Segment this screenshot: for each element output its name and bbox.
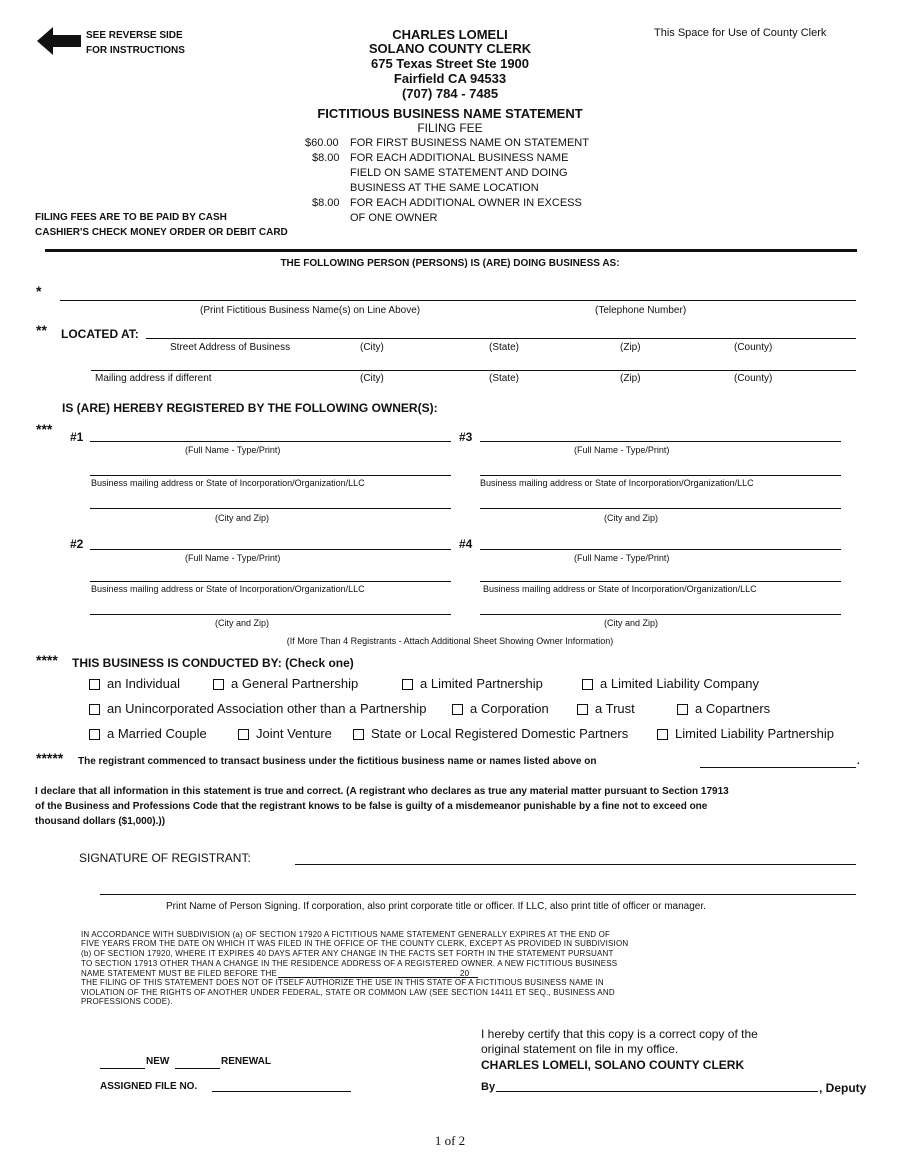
clerk-name: CHARLES LOMELI (392, 27, 508, 42)
payment-note-2: CASHIER'S CHECK MONEY ORDER OR DEBIT CARD (35, 227, 288, 238)
payment-note-1: FILING FEES ARE TO BE PAID BY CASH (35, 212, 227, 223)
owner-1-name-caption: (Full Name - Type/Print) (185, 445, 281, 455)
declaration-line-3: thousand dollars ($1,000).)) (35, 816, 166, 827)
zip-caption: (Zip) (620, 342, 641, 353)
assigned-file-label: ASSIGNED FILE NO. (100, 1081, 198, 1092)
legal-line-1: IN ACCORDANCE WITH SUBDIVISION (a) OF SECTION 17920 A FICTITIOUS NAME STATEMENT GENERALLY EXPIRES AT THE END OF (81, 930, 611, 939)
owner-3-name-caption: (Full Name - Type/Print) (574, 445, 670, 455)
label-domestic-partners: State or Local Registered Domestic Partners (371, 726, 629, 741)
owner-4-address-line[interactable] (480, 581, 841, 582)
owner-4-cityzip-caption: (City and Zip) (604, 618, 659, 628)
reverse-side-arrow-icon (37, 27, 83, 55)
owner-4-name-line[interactable] (480, 549, 841, 550)
owner-1-cityzip-caption: (City and Zip) (215, 513, 270, 523)
county-caption: (County) (734, 342, 773, 353)
checkbox-copartners[interactable] (677, 704, 688, 715)
owner-1-address-line[interactable] (90, 475, 451, 476)
checkbox-general-partnership[interactable] (213, 679, 224, 690)
label-unincorporated: an Unincorporated Association other than a Partnership (107, 701, 427, 716)
fee-amount-1: $60.00 (305, 137, 339, 149)
certify-line-2: original statement on file in my office. (481, 1042, 679, 1056)
deputy-signature-line[interactable] (496, 1091, 818, 1092)
owner-3-number: #3 (459, 430, 473, 444)
see-reverse-text: SEE REVERSE SIDE (86, 30, 183, 41)
owner-3-cityzip-line[interactable] (480, 508, 841, 509)
fee-desc-2a: FOR EACH ADDITIONAL BUSINESS NAME (350, 152, 569, 164)
street-address-line[interactable] (146, 338, 856, 339)
owner-2-name-caption: (Full Name - Type/Print) (185, 553, 281, 563)
mailing-zip-caption: (Zip) (620, 373, 641, 384)
label-corporation: a Corporation (470, 701, 549, 716)
legal-line-3: (b) OF SECTION 17920, WHERE IT EXPIRES 40 DAYS AFTER ANY CHANGE IN THE FACTS SET FORTH IN THE STATEMENT PURSUANT (81, 949, 614, 958)
owner-2-name-line[interactable] (90, 549, 451, 550)
legal-line-7: VIOLATION OF THE RIGHTS OF ANOTHER UNDER FEDERAL, STATE OR COMMON LAW (SEE SECTION 14411 ET SEQ., BUSINESS AND (81, 988, 615, 997)
star-marker-2: ** (36, 322, 47, 338)
county-clerk-space: This Space for Use of County Clerk (654, 27, 827, 39)
new-check-line[interactable] (100, 1068, 145, 1069)
label-trust: a Trust (595, 701, 635, 716)
legal-year-prefix: 20 (460, 969, 470, 978)
new-label: NEW (146, 1056, 170, 1067)
label-copartners: a Copartners (695, 701, 771, 716)
commenced-text: The registrant commenced to transact business under the fictitious business name or names listed above on (78, 756, 597, 767)
owner-4-address-caption: Business mailing address or State of Incorporation/Organization/LLC (483, 584, 757, 594)
label-limited-partnership: a Limited Partnership (420, 676, 543, 691)
more-registrants-note: (If More Than 4 Registrants - Attach Additional Sheet Showing Owner Information) (286, 636, 614, 646)
label-married-couple: a Married Couple (107, 726, 207, 741)
state-caption: (State) (489, 342, 520, 353)
mailing-address-line[interactable] (91, 370, 856, 371)
business-name-caption: (Print Fictitious Business Name(s) on Line Above) (200, 305, 421, 316)
commenced-period: . (857, 756, 860, 767)
star-marker-1: * (36, 283, 42, 299)
label-llp: Limited Liability Partnership (675, 726, 834, 741)
owner-1-name-line[interactable] (90, 441, 451, 442)
checkbox-domestic-partners[interactable] (353, 729, 364, 740)
mailing-state-caption: (State) (489, 373, 520, 384)
declaration-line-1: I declare that all information in this statement is true and correct. (A registrant who declares as true any material matter pursuant to Section 17913 (35, 786, 729, 797)
page-number: 1 of 2 (434, 1133, 466, 1148)
conducted-heading: THIS BUSINESS IS CONDUCTED BY: (Check one) (72, 656, 354, 670)
owner-2-address-line[interactable] (90, 581, 451, 582)
owner-4-cityzip-line[interactable] (480, 614, 841, 615)
star-marker-5: ***** (36, 750, 64, 766)
doing-business-heading: THE FOLLOWING PERSON (PERSONS) IS (ARE) DOING BUSINESS AS: (280, 258, 620, 269)
located-at-label: LOCATED AT: (61, 327, 139, 341)
fee-amount-3: $8.00 (312, 197, 340, 209)
renewal-label: RENEWAL (221, 1056, 271, 1067)
star-marker-4: **** (36, 652, 58, 668)
fee-desc-3a: FOR EACH ADDITIONAL OWNER IN EXCESS (350, 197, 582, 209)
fee-desc-2c: BUSINESS AT THE SAME LOCATION (350, 182, 539, 194)
street-caption: Street Address of Business (170, 342, 291, 353)
checkbox-individual[interactable] (89, 679, 100, 690)
signature-line[interactable] (295, 864, 856, 865)
checkbox-llp[interactable] (657, 729, 668, 740)
print-name-caption: Print Name of Person Signing. If corporation, also print corporate title or officer. If LLC, also print title of officer or manager. (166, 901, 706, 912)
certify-line-1: I hereby certify that this copy is a correct copy of the (481, 1027, 758, 1041)
checkbox-trust[interactable] (577, 704, 588, 715)
certify-clerk: CHARLES LOMELI, SOLANO COUNTY CLERK (481, 1058, 745, 1072)
label-joint-venture: Joint Venture (256, 726, 332, 741)
telephone-caption: (Telephone Number) (595, 305, 687, 316)
certify-deputy: , Deputy (819, 1081, 867, 1095)
star-marker-3: *** (36, 421, 53, 437)
clerk-phone: (707) 784 - 7485 (401, 86, 499, 101)
assigned-file-line[interactable] (212, 1091, 351, 1092)
renewal-check-line[interactable] (175, 1068, 220, 1069)
label-general-partnership: a General Partnership (231, 676, 359, 691)
checkbox-corporation[interactable] (452, 704, 463, 715)
fee-desc-1: FOR FIRST BUSINESS NAME ON STATEMENT (350, 137, 589, 149)
owner-2-address-caption: Business mailing address or State of Incorporation/Organization/LLC (91, 584, 365, 594)
fee-desc-3b: OF ONE OWNER (350, 212, 438, 224)
fee-desc-2b: FIELD ON SAME STATEMENT AND DOING (350, 167, 568, 179)
owner-3-address-caption: Business mailing address or State of Incorporation/Organization/LLC (480, 478, 754, 488)
signature-label: SIGNATURE OF REGISTRANT: (79, 851, 251, 865)
clerk-address-line1: 675 Texas Street Ste 1900 (370, 56, 530, 71)
mailing-county-caption: (County) (734, 373, 773, 384)
owner-4-name-caption: (Full Name - Type/Print) (574, 553, 670, 563)
commenced-date-line[interactable] (700, 767, 856, 768)
for-instructions-text: FOR INSTRUCTIONS (86, 45, 185, 56)
header-divider (45, 249, 857, 252)
city-caption: (City) (360, 342, 384, 353)
filing-fee-label: FILING FEE (417, 121, 483, 135)
mailing-caption: Mailing address if different (95, 373, 212, 384)
owner-2-cityzip-caption: (City and Zip) (215, 618, 270, 628)
legal-line-6: THE FILING OF THIS STATEMENT DOES NOT OF ITSELF AUTHORIZE THE USE IN THIS STATE OF A FICTITIOUS BUSINESS NAME IN (81, 978, 604, 987)
legal-line-8: PROFESSIONS CODE). (81, 997, 173, 1006)
label-llc: a Limited Liability Company (600, 676, 759, 691)
legal-line-4: TO SECTION 17913 OTHER THAN A CHANGE IN THE RESIDENCE ADDRESS OF A REGISTERED OWNER. A NEW FICTITIOUS BUSINESS (81, 959, 618, 968)
owner-1-number: #1 (70, 430, 84, 444)
clerk-address-line2: Fairfield CA 94533 (393, 71, 507, 86)
owner-3-address-line[interactable] (480, 475, 841, 476)
certify-by: By (481, 1081, 496, 1093)
owner-2-cityzip-line[interactable] (90, 614, 451, 615)
legal-line-5: NAME STATEMENT MUST BE FILED BEFORE THE (81, 969, 277, 978)
print-name-line[interactable] (100, 894, 856, 895)
checkbox-unincorporated[interactable] (89, 704, 100, 715)
owner-3-name-line[interactable] (480, 441, 841, 442)
owner-1-cityzip-line[interactable] (90, 508, 451, 509)
business-name-line[interactable] (60, 300, 856, 301)
owner-4-number: #4 (459, 537, 473, 551)
form-title: FICTITIOUS BUSINESS NAME STATEMENT (317, 106, 583, 121)
checkbox-joint-venture[interactable] (238, 729, 249, 740)
owner-2-number: #2 (70, 537, 84, 551)
label-individual: an Individual (107, 676, 180, 691)
legal-line-2: FIVE YEARS FROM THE DATE ON WHICH IT WAS FILED IN THE OFFICE OF THE COUNTY CLERK, EXCEPT AS PROVIDED IN SUBDIVISION (81, 939, 629, 948)
checkbox-limited-partnership[interactable] (402, 679, 413, 690)
mailing-city-caption: (City) (360, 373, 384, 384)
owner-3-cityzip-caption: (City and Zip) (604, 513, 659, 523)
fee-amount-2: $8.00 (312, 152, 340, 164)
checkbox-llc[interactable] (582, 679, 593, 690)
owner-1-address-caption: Business mailing address or State of Incorporation/Organization/LLC (91, 478, 365, 488)
checkbox-married-couple[interactable] (89, 729, 100, 740)
declaration-line-2: of the Business and Professions Code that the registrant knows to be false is guilty of a misdemeanor punishable by a fine not to exceed one (35, 801, 708, 812)
clerk-title: SOLANO COUNTY CLERK (368, 41, 532, 56)
owners-heading: IS (ARE) HEREBY REGISTERED BY THE FOLLOWING OWNER(S): (62, 401, 438, 415)
